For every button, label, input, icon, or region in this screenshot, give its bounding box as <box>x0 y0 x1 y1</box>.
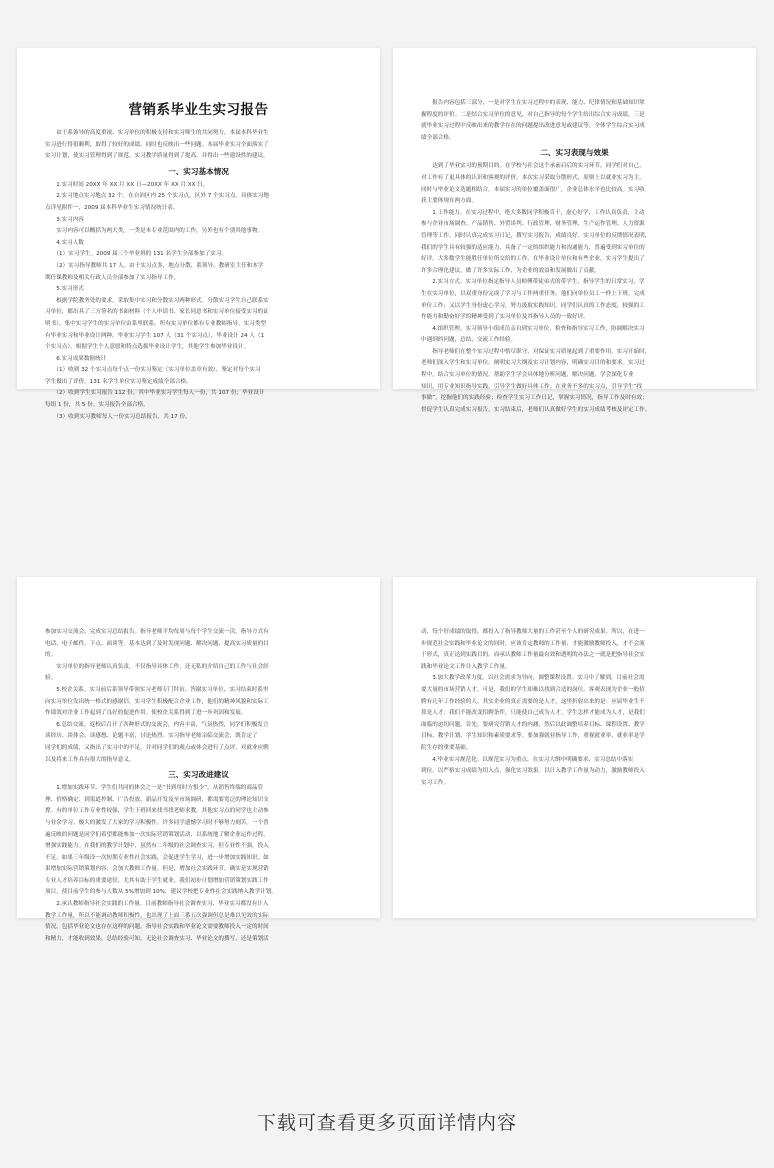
paragraph-line: 项目，使目前学生的参与人数从 5%增加到 10%，建议学校把专业性社会实践纳入教学计划。 <box>45 889 277 896</box>
paragraph-line: 情况。包括毕业论文也存在这样的问题。指导社会实践和毕业论文需要教师投入一定的时间 <box>45 924 269 931</box>
paragraph-line: （2）收到学生实习报告 112 份。其中毕业实习学生每人一份，共 107 份；毕业设计 <box>45 390 265 397</box>
paragraph-line: 有毕业实习和毕业设计两种。毕业实习学生 107 人（31 个实习点），毕业设计 24 人（1 <box>45 332 265 339</box>
paragraph-line: 作绩效对企业工作起到了良好的促进作用。使校企关系得到了进一步巩固和发展。 <box>45 710 247 717</box>
paragraph-line: 遍反映的问题是同学们希望都能参加一次实际营销策划活动，以系统地了解企业运作过程， <box>45 831 269 838</box>
paragraph-line: 4.毕业实习规范化。以规范实习为重点，在实习大纲中明确要求，实习总结中落实 <box>421 756 634 763</box>
paragraph-line: 电话、电子邮件、下点、面谈等。基本达到了及时发现问题、解决问题、提高实习质量的目 <box>45 640 269 647</box>
paragraph-line: 聘有几年工作经验的人。其实企业的真正需要的是人才，这里折射出来的是：应届毕业生不 <box>421 698 645 705</box>
paragraph-line: 事做”，挖掘他们的实践经验；检查学生实习工作日记，掌握实习情况，指导工作及时有效； <box>421 395 648 402</box>
paragraph-line: 实习单位的指导老师认真负责，不仅指导具体工作，还无私的介绍自己的工作与社会经 <box>45 663 269 670</box>
paragraph-line: 动、每个好成绩的取得，都投入了指导教师大量的工作甚至个人的研究成果。所以，在进一 <box>421 629 645 635</box>
paragraph-line: （3）收到实习教师每人一份实习总结报告，共 17 份。 <box>45 413 191 420</box>
paragraph-line: 践和毕业论文工作计入教学工作量。 <box>421 663 511 670</box>
paragraph-line: 知识，用专业知识指导实践，引导学生做好具体工作；在业务不多的实习点，引导学生“找 <box>421 383 643 390</box>
paragraph-line: 3.加大教学改革力度。以社会需求为导向，调整课程设置。实习中了解到，目前社会需 <box>421 675 645 682</box>
section-heading: 二、实习表现与效果 <box>540 148 609 158</box>
paragraph-line: 每组 1 份，共 5 份。实习报告全部合格。 <box>45 402 149 409</box>
paragraph-line: 达到了毕业实习的预期目的。在学校与社会这个承前启后的实习环节，同学们对自己、 <box>421 163 645 170</box>
paragraph-line: 中遇到的问题，总结、交流工作经验。 <box>421 337 517 344</box>
document-page-4 <box>393 577 756 918</box>
paragraph-line: （2）实习指导教师共 17 人。由于实习点多，地点分散、系领导、教研室主任和本学 <box>45 262 264 269</box>
paragraph-line: 与业余学习。极大的激发了大家的学习积极性。许多同学遗憾学习时不够努力刻苦。一个普 <box>45 819 269 826</box>
paragraph-line: 的。 <box>45 652 57 659</box>
paragraph-line: 2.实习方式。实习单位指定指导人员师傅带徒弟式的带学生，指导学生的日常实习，学 <box>421 279 645 286</box>
paragraph-line: 果增加实际营销策划内容，会加大教师工作量。但是，增加社会实践环节，确实是实现营销 <box>45 866 269 873</box>
paragraph-line: 向实习单位发出统一格式的感谢信。实习学生积极配合企业工作，他们的精神风貌和实际工 <box>45 698 269 705</box>
paragraph-line: 单位工作；又以学生身份虚心学习，努力汲取实践知识。同学们认真的工作态度，较强的工 <box>421 302 645 309</box>
document-page-2 <box>393 48 756 413</box>
paragraph-line: 实习内容可以概括为两大类。一类是本专业范围内的工作，另外也有个别其他事物。 <box>45 228 264 235</box>
paragraph-line: 实习工作。 <box>421 779 449 786</box>
paragraph-line: 根据学院教务处的要求，采取集中实习和分散实习两种形式。分散实习学生自己联系实 <box>45 297 269 304</box>
paragraph-line: 目标、教学计划、学生知识和素质要求等。要加强就业指导工作，重视就业率，就业率是学 <box>421 733 645 740</box>
paragraph-line: 获主要体现在两方面。 <box>421 198 477 205</box>
paragraph-line: 好评。大多数学生能胜任单位所交给的工作，在毕业设计单位和有些企业，实习学生提出了 <box>421 256 645 263</box>
paragraph-line: 明书）。集中实习学生的实习单位由系里联系。所有实习单位都有专业教师指导。实习类型 <box>45 320 266 327</box>
paragraph-line: 增强实践能力。在我们的教学计划中，虽然有二年级的社会调查实习，但专业性不强，投入 <box>45 843 269 850</box>
paragraph-line: 对工作有了更具体的认识和客观的评价。本次实习采取分散形式，原则上以就业实习为主， <box>421 174 645 181</box>
paragraph-line: 和精力，才能收到效果。总结经验可知，无论社会调查实习、毕业论文的撰写，还是策划活 <box>45 935 269 942</box>
paragraph-line: 管理等工作，同时认真完成实习日记，撰写实习报告，成绩良好。实习单位的反馈情况表明， <box>421 232 651 239</box>
paragraph-line: 要大量的市场营销人才，可是，我们的学生却难以找到合适的岗位。客观表现为企业一般招 <box>421 686 645 693</box>
paragraph-line: 4.组织管理。实习领导小组成员亲自到实习单位，检查和指导实习工作，协调解决实习 <box>421 325 645 332</box>
paragraph-line: 作能力和勤奋好学的精神受到了实习单位及其指导人员的一致好评。 <box>421 314 589 321</box>
paragraph-line: 绩全部合格。 <box>421 134 455 141</box>
paragraph-line: 不足。如果三年级设一次短期专业性社会实践，会促进学生学习，进一步增加实践知识。如 <box>45 854 269 861</box>
paragraph-line: 5.实习形式 <box>45 286 84 293</box>
paragraph-line: 谈经历、谈体会、谈感想、论题丰富，讨论热烈。实习指导老师亲临交流会，既肯定了 <box>45 733 258 740</box>
section-heading: 三、实习改进建议 <box>168 770 229 780</box>
paragraph-line: 1.实习时间 20XX 年 XX 月 XX 日—20XX 年 XX 月 XX 日。 <box>45 181 209 188</box>
paragraph-line: 理、价格确定、到渠道控制、广告投放、新品开发及至市场调研，都需要宽泛的理论知识支 <box>45 796 269 803</box>
paragraph-line: 由于系领导的高度重视、实习单位的积极支持和实习师生的共同努力，本届本科毕业生 <box>45 130 269 136</box>
paragraph-line: 到位。以严格实习成绩为切入点，强化实习效果。以计入教学工作量为动力，激励教师投入 <box>421 768 645 775</box>
paragraph-line: 6.实习成果数据统计 <box>45 355 107 362</box>
paragraph-line: 老师们深入学生和实习单位，阐明实习大纲及实习计划内容，明确实习目的和要求。实习过 <box>421 360 645 367</box>
paragraph-line: 步规范社会实践和毕业论文的同时，应该肯定教师的工作量，才能激励教师投入，才不会流 <box>421 640 645 647</box>
paragraph-line: 生在实习单位，以双重身份完成了学习与工作两重任务。他们向单位员工一样上下班，完成 <box>421 290 645 297</box>
paragraph-line: 2.承认教师指导社会实践的工作量。目前教师指导社会调查实习、毕业实习都没有计入 <box>45 901 269 908</box>
paragraph-line: 指导老师们在整个实习过程中恪尽职守，对保证实习质量起到了重要作用。实习开始时， <box>421 348 651 355</box>
paragraph-line: 握程度的评价。二是结合实习单位的意见，对自己指导的每个学生给出综合实习成绩。三是 <box>421 111 645 118</box>
paragraph-line: 算是人才。我们不能改变招聘条件，只能使自己成为人才。学生怎样才能成为人才，是我们 <box>421 710 645 717</box>
paragraph-line: 学生做出了评价。131 名学生单位实习鉴定成绩全部合格。 <box>45 378 192 385</box>
paragraph-line: 于形式，真正达到实践目的。而承认教师工作量最有效和透明的办法之一就是把指导社会实 <box>421 652 645 659</box>
paragraph-line: 4.实习人数 <box>45 239 84 246</box>
paragraph-line: 2.实习地点实习地点 32 个。在自治区内 25 个实习点，区外 7 个实习点。具体实习地 <box>45 193 269 200</box>
paragraph-line: 实习进行得很顺利，取得了较好的成绩，同时也反映出一些问题。本届毕业实习全面落实了 <box>45 141 269 148</box>
download-more-caption: 下载可查看更多页面详情内容 <box>256 1112 517 1134</box>
paragraph-line: 个实习点）。根据学生个人意愿和特点选拔毕业设计学生，其他学生参加毕业设计。 <box>45 344 250 351</box>
document-page-1 <box>17 48 380 420</box>
paragraph-line: 撑。有的单位工作专业性较强，学生下班回来找书找老师求教，其他实习点的同学也主动参 <box>45 808 269 815</box>
paragraph-line: 同时与毕业论文选题相结合。本届实习的单位覆盖面很广，企业总体水平也比较高。实习收 <box>421 186 645 193</box>
paragraph-line: 点详见附件一，2009 届本科毕业生实习情况统计表。 <box>45 204 179 211</box>
paragraph-line: 就毕业实习过程中反映出来的教学存在的问题提出改进意见或建议等。全体学生综合实习成 <box>421 123 645 130</box>
paragraph-line: 专业人才培养目标的重要途径，尤其有助于学生就业。我们初步计划增加营销策划实践工作 <box>45 877 269 884</box>
document-title: 营销系毕业生实习报告 <box>128 102 269 118</box>
paragraph-line: 参加实习交流会，完成实习总结报告。指导老师平均每周与每个学生交流一次，指导方式有 <box>45 629 269 635</box>
section-heading: 一、实习基本情况 <box>168 166 229 176</box>
paragraph-line: 实习计划，使实习管理得到了规范、实习教学质量得到了提高，并得出一些建设性的建议。 <box>45 153 269 160</box>
document-page-3 <box>17 577 380 942</box>
paragraph-line: （1）实习学生。2009 届三个毕业班的 131 名学生全部参加了实习。 <box>45 251 228 258</box>
paragraph-line: 教学工作量，所以不能调动教师积极性，也出现了上面三番五次强调但总是难以见效的实际 <box>45 912 269 919</box>
paragraph-line: 许多合理化建议，做了许多实际工作，为企业的效益和发展做出了贡献。 <box>421 267 601 274</box>
paragraph-line: 报告内容包括三部分，一是对学生在实习过程中的表现、能力、纪律情况和基础知识掌 <box>421 100 645 106</box>
paragraph-line: 3.实习内容 <box>45 216 84 223</box>
paragraph-line: （1）收到 32 个实习点每个点一份实习鉴定（实习单位盖章有效）。鉴定对每个实习 <box>45 367 261 374</box>
paragraph-line: 参与企业市场调查、产品销售、外贸谈判、行政管理、财务管理、生产运作管理、人力资源 <box>421 221 645 228</box>
paragraph-line: 院生存的重要基础。 <box>421 744 472 751</box>
paragraph-line: 督促学生认真完成实习报告，实习结束后，老师们认真做好学生的实习成绩考核及评定工作。 <box>421 406 651 413</box>
paragraph-line: 验。 <box>45 675 57 682</box>
paragraph-line: 我们的学生具有较强的适应能力，具备了一定的组织能力和沟通能力，普遍受到实习单位的 <box>421 244 645 251</box>
paragraph-line: 同学们的成绩，又指出了实习中的不足，并对同学们的观点或体会进行了点评，对就业应聘 <box>45 744 269 751</box>
paragraph-line: 习单位，都出具了三方签名的书面材料（个人申请书、家长同意书和实习单位接受实习的证 <box>45 309 269 316</box>
paragraph-line: 5.校企关系。实习前后系领导带领实习老师专门拜访、答谢实习单位，实习结束时系里 <box>45 686 269 693</box>
paragraph-line: 1.工作能力。在实习过程中，绝大多数同学积极肯干，虚心好学，工作认真负责，主动 <box>421 209 645 216</box>
paragraph-line: 程中，结合实习单位的情况，帮助学生学会具体地分析问题，解决问题，学会深化专业 <box>421 372 634 379</box>
paragraph-line: 以及将来工作具有很大的指导意义。 <box>45 756 135 763</box>
paragraph-line: 期任课教师及相关行政人员全部参加了实习指导工作。 <box>45 274 180 281</box>
paragraph-line: 6.总结交流。返校后召开了各种形式的交流会，内容丰富，气氛热烈，同学们积极发言 <box>45 721 269 728</box>
paragraph-line: 面临的迫切问题。首先，要研究营销人才的内涵，然后以此调整培养目标、课程设置、教学 <box>421 721 645 728</box>
paragraph-line: 1.增加实践环节。学生们共同的体会之一是“书到用时方恨少”，从销售终端的商品管 <box>45 785 264 792</box>
